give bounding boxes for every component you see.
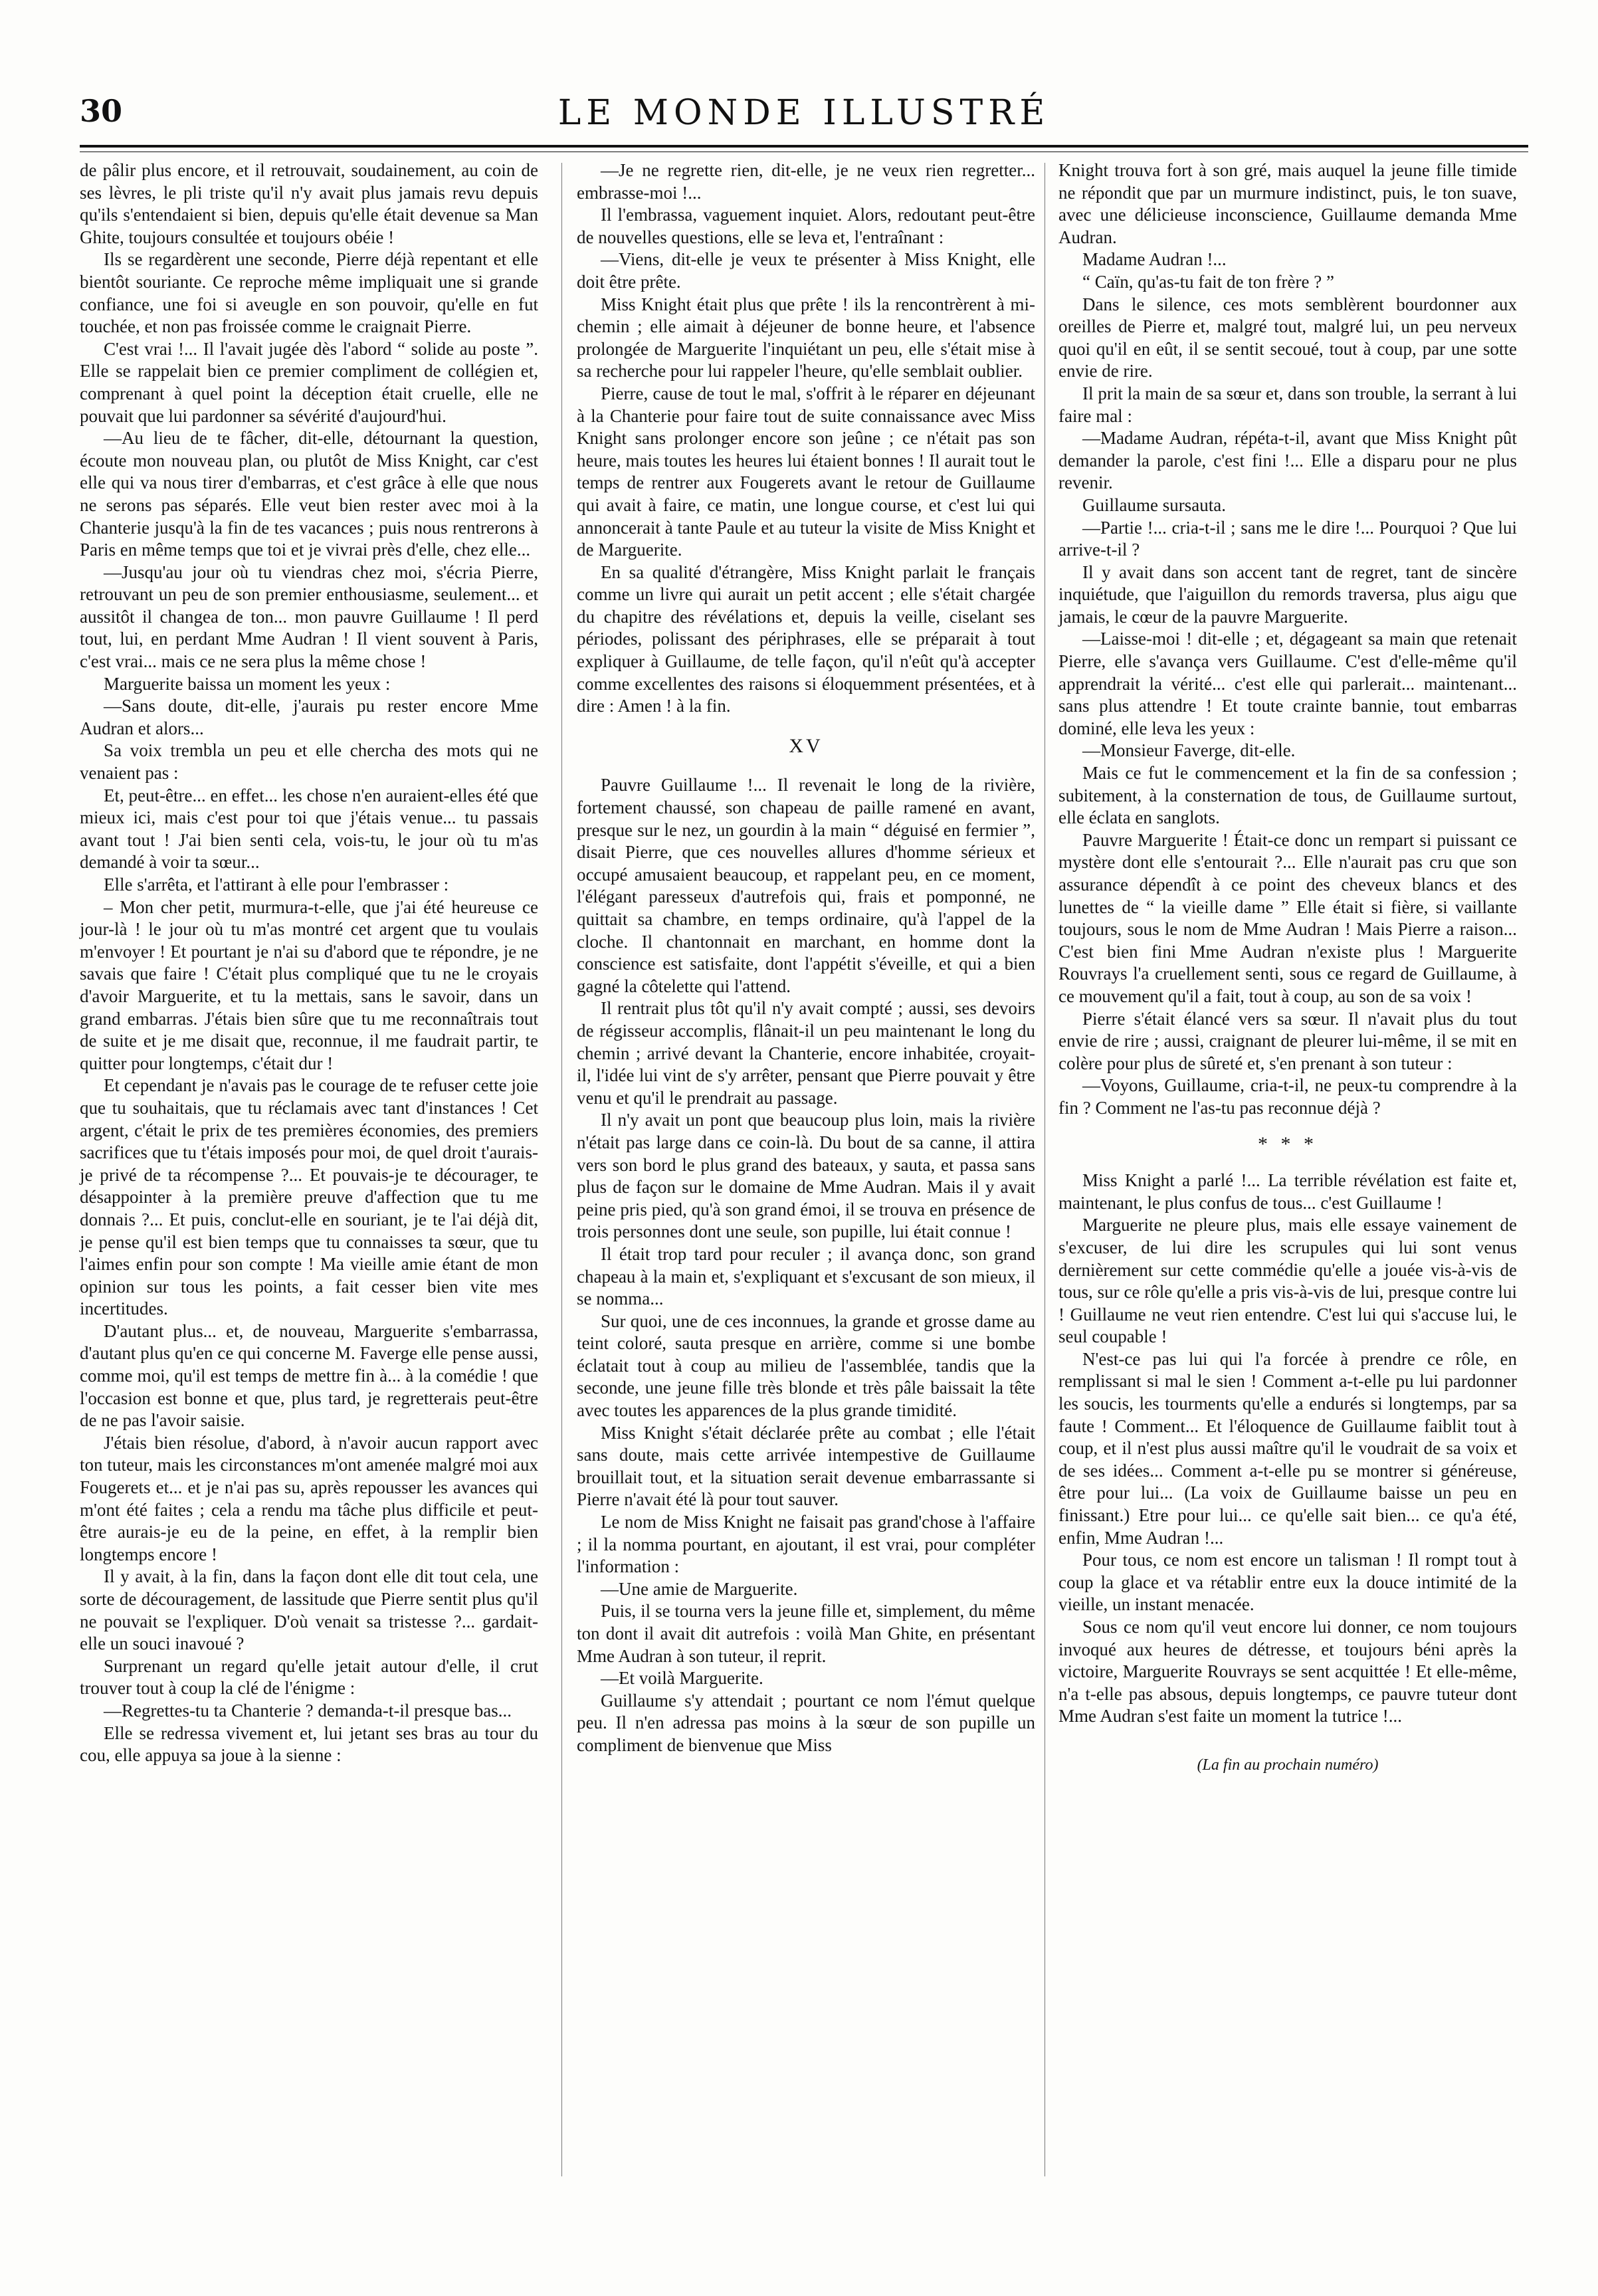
paragraph: Marguerite ne pleure plus, mais elle essaye vainement de s'excuser, de lui dire les scrupules qui lui sont venus dernièrement sur cette commédie qu'elle a jouée vis-à-vis de tous, sur ce rôle qu'elle a pris vis-à-vis de lui, presque contre lui ! Guillaume ne veut rien entendre. C'est lui qui s'accuse lui, le seul coupable ! [1058,1215,1517,1347]
paragraph: Pauvre Guillaume !... Il revenait le long de la rivière, fortement chaussé, son chapeau de paille ramené en avant, presque sur le nez, un gourdin à la main “ déguisé en fermier ”, disait Pierre, que ces nouvelles allures d'homme sérieux et occupé amusaient beaucoup, et rappelant peu, en ce moment, l'élégant paresseux d'autrefois qui, frais et pomponné, ne quittait sa chambre, en temps ordinaire, qu'à l'appel de la cloche. Il chantonnait en marchant, en homme dont la conscience est satisfaite, dont l'appétit s'éveille, et qui a bien gagné la côtelette qui l'attend. [577,775,1035,996]
paragraph: Il prit la main de sa sœur et, dans son trouble, la serrant à lui faire mal : [1058,383,1517,426]
page-number: 30 [80,93,123,129]
paragraph: Marguerite baissa un moment les yeux : [104,673,391,694]
paragraph: —Et voilà Marguerite. [601,1668,763,1689]
paragraph: “ Caïn, qu'as-tu fait de ton frère ? ” [1082,271,1334,292]
text-column-3 [1058,159,1517,1777]
paragraph: —Madame Audran, répéta-t-il, avant que Miss Knight pût demander la parole, c'est fini !... Elle a disparu pour ne plus revenir. [1058,428,1517,493]
paragraph: Pierre s'était élancé vers sa sœur. Il n'avait plus du tout envie de rire ; aussi, craignant de pleurer lui-même, il se mit en colère pour plus de sûreté et, s'en prenant à son tuteur : [1058,1008,1517,1073]
column-divider [561,163,562,2176]
paragraph: Puis, il se tourna vers la jeune fille et, simplement, du même ton dont il avait dit autrefois : voilà Man Ghite, en présentant Mme Audran à son tuteur, il reprit. [577,1601,1035,1666]
paragraph: —Laisse-moi ! dit-elle ; et, dégageant sa main que retenait Pierre, elle s'avança vers Guillaume. C'est d'elle-même qu'il apprendrait la vérité... c'est elle qui parlerait... maintenant... sans plus attendre ! Et toute crainte bannie, tout embarras dominé, elle leva les yeux : [1058,629,1517,738]
paragraph: Pierre, cause de tout le mal, s'offrit à le réparer en déjeunant à la Chanterie pour faire tout de suite connaissance avec Miss Knight sans prolonger encore son jeûne ; ce n'était pas son heure, mais toutes les heures lui étaient bonnes ! Il aurait tout le temps de rentrer aux Fougerets avant le retour de Guillaume qui avait à faire, ce matin, une longue course, et c'est lui qui annoncerait à tante Paule et au tuteur la visite de Miss Knight et de Marguerite. [577,383,1035,560]
paragraph: de pâlir plus encore, et il retrouvait, soudainement, au coin de ses lèvres, le pli triste qu'il n'y avait plus jamais revu depuis qu'ils s'entendaient si bien, depuis qu'elle était devenue sa Man Ghite, toujours consultée et toujours obéie ! [80,160,538,247]
paragraph: Mais ce fut le commencement et la fin de sa confession ; subitement, à la consternation de tous, de Guillaume surtout, elle éclata en sanglots. [1058,763,1517,828]
paragraph: Pauvre Marguerite ! Était-ce donc un rempart si puissant ce mystère dont elle s'entourait ?... Elle n'aurait pas cru que son assurance dépendît à ce point des cheveux blancs et des lunettes de “ la vieille dame ” Elle était si fière, si vaillante toujours, sous le nom de Mme Audran ! Mais Pierre a raison... C'est bien fini Mme Audran n'existe plus ! Marguerite Rouvrays l'a cruellement senti, sous ce regard de Guillaume, à ce mouvement qu'il a fait, tout à coup, au son de sa voix ! [1058,829,1517,1006]
paragraph: Il y avait, à la fin, dans la façon dont elle dit tout cela, une sorte de découragement, de lassitude que Pierre sentit plus qu'il ne pouvait se l'expliquer. D'où venait sa tristesse ?... gardait-elle un souci inavoué ? [80,1566,538,1654]
paragraph: J'étais bien résolue, d'abord, à n'avoir aucun rapport avec ton tuteur, mais les circonstances m'ont amenée malgré moi aux Fougerets et... et je n'ai pas su, après repousser les avances qui m'ont été faites ; cela a rendu ma tâche plus difficile et peut-être aurais-je eu de la peine, en effet, à la remplir bien longtemps encore ! [80,1432,538,1564]
paragraph: Sous ce nom qu'il veut encore lui donner, ce nom toujours invoqué aux heures de détresse, et toujours béni après la victoire, Marguerite Rouvrays se sent acquittée ! Et elle-même, n'a t-elle pas absous, depuis longtemps, ce pauvre tuteur dont Mme Audran s'est faite un moment la tutrice !... [1058,1617,1517,1726]
paragraph: Miss Knight était plus que prête ! ils la rencontrèrent à mi-chemin ; elle aimait à déjeuner de bonne heure, et l'absence prolongée de Marguerite l'inquiétant un peu, elle s'était mise à sa recherche pour lui rappeler l'heure, qu'elle semblait oublier. [577,294,1035,381]
paragraph: —Une amie de Marguerite. [601,1578,798,1599]
paragraph: Il y avait dans son accent tant de regret, tant de sincère inquiétude, que l'aiguillon du remords traversa, plus aigu que jamais, le cœur de la pauvre Marguerite. [1058,562,1517,627]
paragraph: En sa qualité d'étrangère, Miss Knight parlait le français comme un livre qui aurait un petit accent ; elle s'était chargée du chapitre des révélations et, depuis la veille, ciselant ses périodes, polissant des périphrases, elle se préparait à tout expliquer à Guillaume, de telle façon, qu'il n'eût qu'à accepter comme excellentes des raisons si éloquemment présentées, et à dire : Amen ! à la fin. [577,562,1035,716]
text-column-2 [577,159,1035,1757]
paragraph: —Au lieu de te fâcher, dit-elle, détournant la question, écoute mon nouveau plan, ou plutôt de Miss Knight, car c'est elle qui va nous tirer d'embarras, et c'est grâce à elle que nous ne serons pas séparés. Elle veut bien rester avec moi à la Chanterie jusqu'à la fin de tes vacances ; puis nous rentrerons à Paris en même temps que toi et je vivrai près d'elle, chez elle... [80,428,538,560]
header-rule [80,145,1528,148]
paragraph: Elle se redressa vivement et, lui jetant ses bras au tour du cou, elle appuya sa joue à la sienne : [80,1722,538,1766]
paragraph: —Je ne regrette rien, dit-elle, je ne veux rien regretter... embrasse-moi !... [577,160,1035,203]
paragraph: Ils se regardèrent une seconde, Pierre déjà repentant et elle bientôt souriante. Ce reproche même impliquait une si grande confiance, une foi si aveugle en son pouvoir, qu'elle en fut touchée, et non pas froissée comme le craignait Pierre. [80,249,538,337]
paragraph: Le nom de Miss Knight ne faisait pas grand'chose à l'affaire ; il la nomma pourtant, en ajoutant, il est vrai, pour compléter l'information : [577,1512,1035,1577]
chapter-heading: XV [789,734,823,757]
paragraph: Il n'y avait un pont que beaucoup plus loin, mais la rivière n'était pas large dans ce coin-là. Du bout de sa canne, il attira vers son bord le plus grand des bateaux, y sauta, et passa sans plus de façon sur le domaine de Mme Audran. Mais il y avait peine pris pied, qu'à son grand émoi, il se trouva en présence de trois personnes dont une seule, son pupille, lui était connue ! [577,1110,1035,1242]
continuation-note: (La fin au prochain numéro) [1197,1756,1379,1774]
paragraph: —Sans doute, dit-elle, j'aurais pu rester encore Mme Audran et alors... [80,696,538,738]
paragraph: —Partie !... cria-t-il ; sans me le dire !... Pourquoi ? Que lui arrive-t-il ? [1058,517,1517,560]
paragraph: N'est-ce pas lui qui l'a forcée à prendre ce rôle, en remplissant si mal le sien ! Comment a-t-elle pu lui pardonner les soucis, les tourments qu'elle a endurés si longtemps, par sa faute ! Comment... Et l'éloquence de Guillaume faiblit tout à coup, et il n'est plus aussi maître qu'il le voudrait de sa voix et de ses idées... Comment a-t-elle pu se montrer si généreuse, être pour lui... (La voix de Guillaume baisse un peu en finissant.) Etre pour lui... ce qu'elle sait bien... ce qu'a été, enfin, Mme Audran !... [1058,1348,1517,1548]
paragraph: Il l'embrassa, vaguement inquiet. Alors, redoutant peut-être de nouvelles questions, elle se leva et, l'entraînant : [577,205,1035,247]
paragraph: Dans le silence, ces mots semblèrent bourdonner aux oreilles de Pierre et, malgré tout, malgré lui, un peu nerveux quoi qu'il en eût, il se sentit secoué, tout à coup, par une sotte envie de rire. [1058,294,1517,381]
paragraph: Miss Knight s'était déclarée prête au combat ; elle l'était sans doute, mais cette arrivée intempestive de Guillaume brouillait tout, et la situation serait devenue embarrassante si Pierre n'avait été là pour tout sauver. [577,1422,1035,1510]
paragraph: Guillaume s'y attendait ; pourtant ce nom l'émut quelque peu. Il n'en adressa pas moins à la sœur de son pupille un compliment de bienvenue que Miss [577,1690,1035,1755]
paragraph: D'autant plus... et, de nouveau, Marguerite s'embarrassa, d'autant plus qu'en ce qui concerne M. Faverge elle pense aussi, comme moi, qu'il est temps de mettre fin à... à la comédie ! que l'occasion est bonne et que, plus tard, je regretterais peut-être de ne pas l'avoir saisie. [80,1320,538,1431]
paragraph: Il était trop tard pour reculer ; il avança donc, son grand chapeau à la main et, s'expliquant et s'excusant de son mieux, il se nomma... [577,1243,1035,1309]
paragraph: Pour tous, ce nom est encore un talisman ! Il rompt tout à coup la glace et va rétablir entre eux la douce intimité de la vieille, un instant menacée. [1058,1550,1517,1615]
paragraph: Knight trouva fort à son gré, mais auquel la jeune fille timide ne répondit que par un murmure indistinct, puis, le ton suave, avec une délicieuse inconscience, Guillaume demanda Mme Audran. [1058,160,1517,247]
paragraph: —Monsieur Faverge, dit-elle. [1082,740,1296,761]
paragraph: Sa voix trembla un peu et elle chercha des mots qui ne venaient pas : [80,740,538,783]
paragraph: —Voyons, Guillaume, cria-t-il, ne peux-tu comprendre à la fin ? Comment ne l'as-tu pas reconnue déjà ? [1058,1075,1517,1118]
paragraph: Surprenant un regard qu'elle jetait autour d'elle, il crut trouver tout à coup la clé de l'énigme : [80,1655,538,1699]
text-column-1 [80,159,538,1767]
paragraph: —Viens, dit-elle je veux te présenter à Miss Knight, elle doit être prête. [577,249,1035,292]
paragraph: —Regrettes-tu ta Chanterie ? demanda-t-il presque bas... [104,1700,512,1721]
paragraph: Guillaume sursauta. [1082,494,1226,515]
paragraph: Elle s'arrêta, et l'attirant à elle pour l'embrasser : [104,875,449,894]
paragraph: C'est vrai !... Il l'avait jugée dès l'abord “ solide au poste ”. Elle se rappelait bien ce premier compliment de collégien et, comprenant à quel point la déception était cruelle, elle ne pouvait que lui pardonner sa sévérité d'aujourd'hui. [80,338,538,426]
section-separator: * * * [1258,1132,1318,1155]
journal-title: LE MONDE ILLUSTRÉ [557,93,1050,133]
paragraph: Madame Audran !... [1082,249,1227,270]
paragraph: Miss Knight a parlé !... La terrible révélation est faite et, maintenant, le plus confus de tous... c'est Guillaume ! [1058,1170,1517,1213]
paragraph: Il rentrait plus tôt qu'il n'y avait compté ; aussi, ses devoirs de régisseur accomplis, flânait-il un peu maintenant le long du chemin ; arrivé devant la Chanterie, encore inhabitée, croyait-il, l'idée lui vint de s'y arrêter, pensant que Pierre pouvait y être venu et qu'il le prendrait au passage. [577,998,1035,1108]
paragraph: Et, peut-être... en effet... les chose n'en auraient-elles été que mieux ici, mais c'est pour toi que j'étais venue... tu passais avant tout ! J'ai bien senti cela, vois-tu, le jour où tu m'as demandé à voir ta sœur... [80,785,538,873]
page-header [80,93,1528,140]
paragraph: – Mon cher petit, murmura-t-elle, que j'ai été heureuse ce jour-là ! le jour où tu m'as montré cet argent que tu voulais m'envoyer ! Et pourtant je n'ai su d'abord que te répondre, je ne savais que faire ! C'était plus compliqué que tu ne le croyais d'avoir Marguerite, et tu la mettais, sans le savoir, dans un grand embarras. J'étais bien sûre que tu me reconnaîtrais tout de suite et je me disait que, reconnue, il me faudrait partir, te quitter pour longtemps, c'était dur ! [80,896,538,1073]
paragraph: —Jusqu'au jour où tu viendras chez moi, s'écria Pierre, retrouvant un peu de son premier enthousiasme, seulement... et aussitôt il changea de ton... mon pauvre Guillaume ! Il perd tout, lui, en perdant Mme Audran ! Il vient souvent à Paris, c'est vrai... mais ce ne sera plus la même chose ! [80,562,538,672]
paragraph: Et cependant je n'avais pas le courage de te refuser cette joie que tu souhaitais, que tu réclamais avec tant d'instances ! Cet argent, c'était le prix de tes premières économies, des premiers sacrifices que tu t'étais imposés pour moi, de quel droit t'aurais-je privé de ta récompense ?... Et pouvais-je te décourager, te désappointer à la première preuve d'affection que tu me donnais ?... Et puis, conclut-elle en souriant, je te l'ai déjà dit, je pense qu'il est bien temps que tu connaisses ta sœur, que tu l'aimes enfin pour son compte ! Ma vieille amie étant de mon opinion sur tous les points, a fait cesser bien vite mes incertitudes. [80,1075,538,1319]
paragraph: Sur quoi, une de ces inconnues, la grande et grosse dame au teint coloré, sauta presque en arrière, comme si une bombe éclatait tout à coup au milieu de l'assemblée, tandis que la seconde, une jeune fille très blonde et très pâle baissait la tête avec toutes les apparences de la plus grande timidité. [577,1310,1035,1421]
